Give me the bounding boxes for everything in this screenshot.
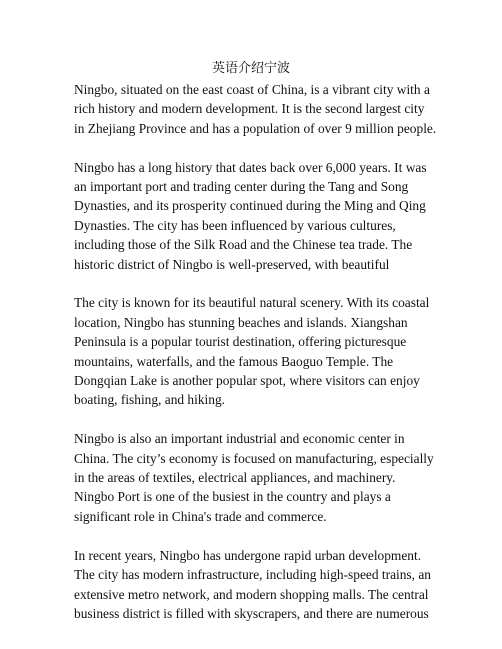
text-line: including those of the Silk Road and the Chinese tea trade. The	[74, 237, 413, 253]
text-line: Ningbo has a long history that dates back over 6,000 years. It was	[74, 159, 427, 175]
text-line: location, Ningbo has stunning beaches and islands. Xiangshan	[74, 314, 408, 330]
paragraph-1	[74, 80, 436, 138]
text-line: Dynasties. The city has been influenced by various cultures,	[74, 217, 396, 233]
text-line: The city is known for its beautiful natural scenery. With its coastal	[74, 295, 430, 311]
paragraph-2	[74, 158, 436, 274]
text-line: In recent years, Ningbo has undergone rapid urban development.	[74, 547, 422, 563]
text-line: significant role in China's trade and commerce.	[74, 508, 327, 524]
text-line: in Zhejiang Province and has a population of over 9 million people.	[74, 120, 437, 136]
paragraph-3	[74, 293, 436, 409]
text-line: Ningbo is also an important industrial and economic center in	[74, 431, 405, 447]
text-line: Dongqian Lake is another popular spot, where visitors can enjoy	[74, 373, 420, 389]
text-line: China. The city’s economy is focused on manufacturing, especially	[74, 450, 434, 466]
text-line: Dynasties, and its prosperity continued during the Ming and Qing	[74, 198, 426, 214]
text-line: historic district of Ningbo is well-preserved, with beautiful	[74, 256, 390, 272]
text-line: extensive metro network, and modern shopping malls. The central	[74, 586, 429, 602]
text-line: Peninsula is a popular tourist destination, offering picturesque	[74, 334, 407, 350]
text-line: The city has modern infrastructure, including high-speed trains, an	[74, 567, 431, 583]
document-title: 英语介绍宁波	[211, 61, 290, 76]
text-line: business district is filled with skyscrapers, and there are numerous	[74, 605, 429, 621]
text-line: Ningbo Port is one of the busiest in the country and plays a	[74, 489, 391, 505]
text-line: an important port and trading center during the Tang and Song	[74, 179, 409, 195]
text-line: boating, fishing, and hiking.	[74, 392, 226, 408]
text-line: Ningbo, situated on the east coast of China, is a vibrant city with a	[74, 82, 430, 97]
text-line: rich history and modern development. It is the second largest city	[74, 101, 425, 117]
document-body	[74, 80, 436, 643]
paragraph-5	[74, 546, 436, 624]
text-line: mountains, waterfalls, and the famous Baoguo Temple. The	[74, 353, 394, 369]
paragraph-4	[74, 429, 436, 526]
text-line: in the areas of textiles, electrical appliances, and machinery.	[74, 470, 396, 486]
